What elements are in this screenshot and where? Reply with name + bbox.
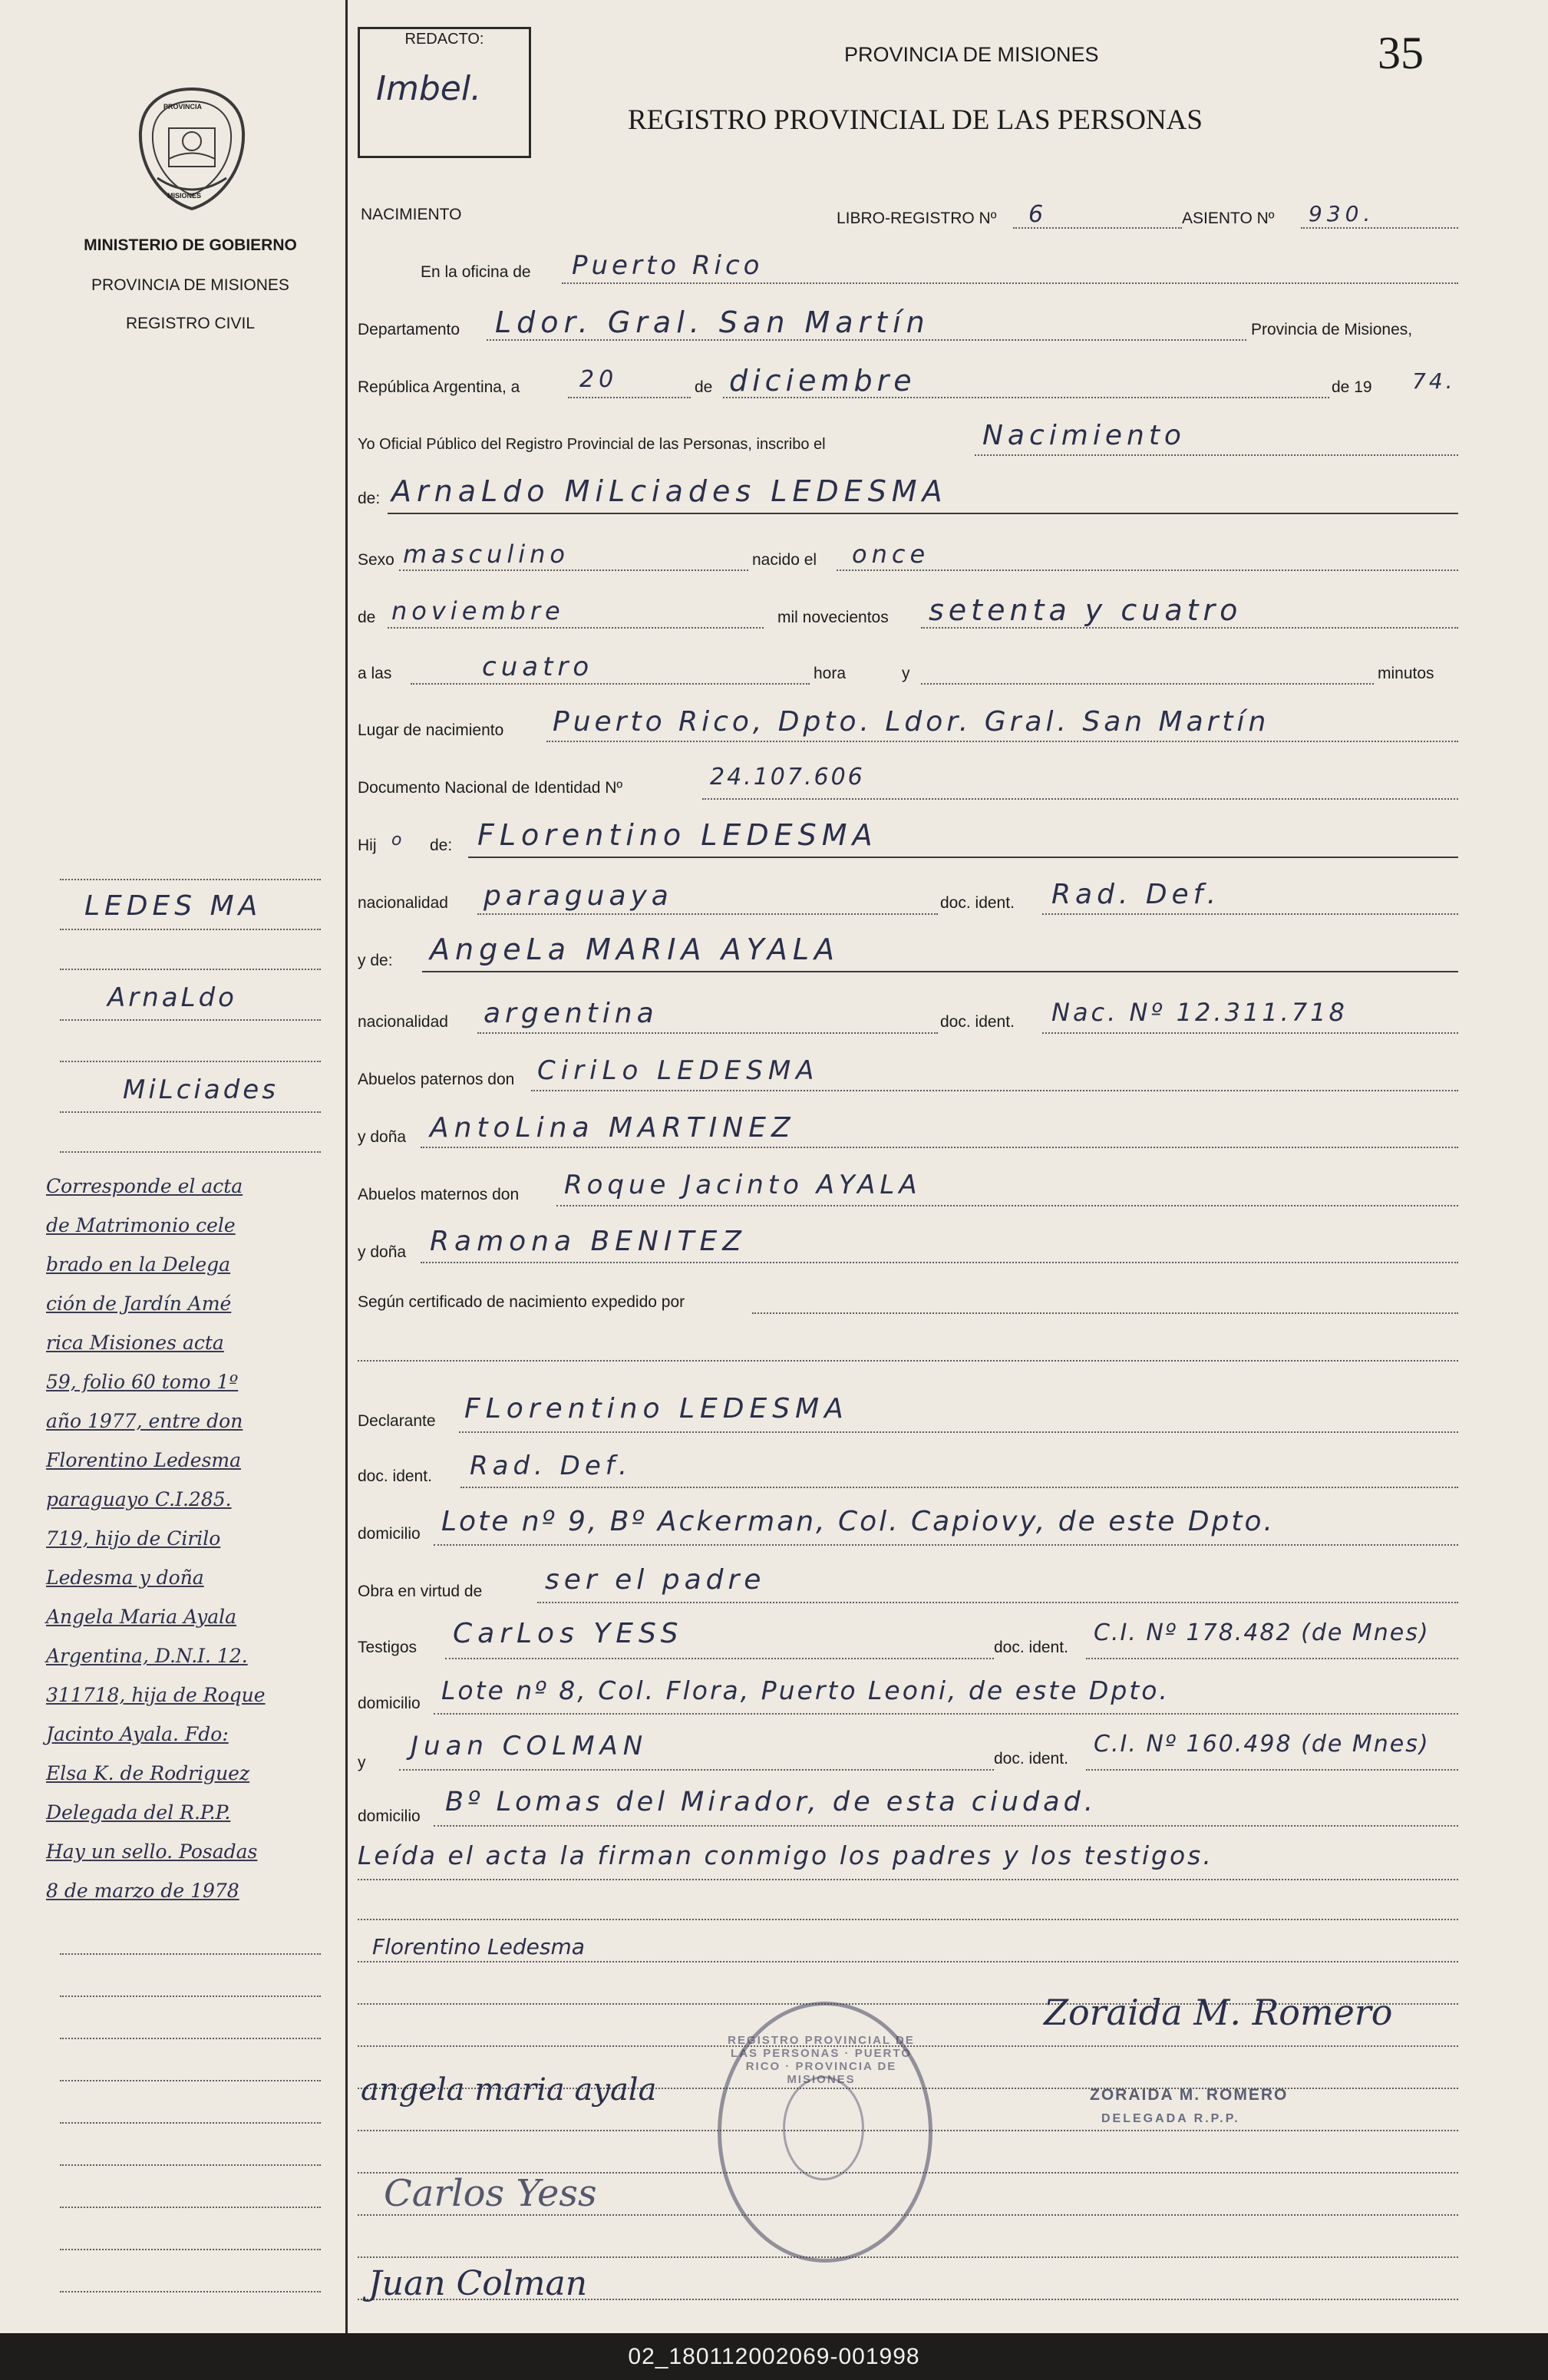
testigo2-y-label: y — [358, 1754, 366, 1771]
margin-line — [60, 1019, 321, 1021]
oficial-line — [975, 454, 1458, 456]
marriage-annotation — [46, 1167, 349, 1910]
mother-doc: Nac. Nº 12.311.718 — [1051, 998, 1348, 1027]
testigo1-dom-line — [434, 1713, 1458, 1715]
sexo-line — [399, 569, 748, 571]
declarante-value: FLorentino LEDESMA — [464, 1393, 849, 1424]
father-nationality: paraguaya — [484, 880, 673, 912]
abuelo-mat-value: Roque Jacinto AYALA — [564, 1170, 922, 1200]
oficial-text: Yo Oficial Público del Registro Provincial de las Personas, inscribo el — [358, 436, 826, 453]
lugar-line — [546, 741, 1458, 742]
margin-line — [60, 929, 321, 930]
document-id: 02_180112002069-001998 — [628, 2344, 920, 2369]
testigo2-name: Juan COLMAN — [411, 1731, 649, 1761]
province-label: PROVINCIA DE MISIONES — [91, 276, 289, 294]
testigo1-dom: Lote nº 8, Col. Flora, Puerto Leoni, de este Dpto. — [441, 1675, 1170, 1705]
act-type-label: NACIMIENTO — [361, 206, 462, 223]
certificado-label: Según certificado de nacimiento expedido por — [358, 1293, 685, 1311]
declarante-doc-line — [460, 1487, 1458, 1488]
minutes-line — [921, 683, 1374, 685]
mother-name: AngeLa MARIA AYALA — [430, 933, 840, 966]
mother-doc-line — [1042, 1032, 1458, 1034]
mil-label: mil novecientos — [777, 609, 889, 626]
mother-nat-line — [477, 1032, 938, 1034]
annotation-line: rica Misiones acta — [46, 1332, 224, 1354]
header-title: REGISTRO PROVINCIAL DE LAS PERSONAS — [628, 104, 1203, 136]
day-line — [568, 397, 691, 398]
father-doc-line — [1042, 913, 1458, 915]
father-doc: Rad. Def. — [1051, 879, 1221, 910]
testigo2-dom-line — [434, 1825, 1458, 1827]
abuela-mat-label: y doña — [358, 1243, 407, 1261]
name-label: de: — [358, 490, 381, 507]
margin-first-name: ArnaLdo — [107, 982, 237, 1013]
annotation-line: Florentino Ledesma — [46, 1449, 242, 1471]
annotation-line: Hay un sello. Posadas — [46, 1840, 258, 1863]
dni-line — [702, 798, 1458, 800]
testigo2-doc: C.I. Nº 160.498 (de Mnes) — [1094, 1731, 1430, 1758]
abuela-mat-line — [421, 1262, 1458, 1263]
margin-line — [60, 1061, 321, 1062]
testigo2-line — [399, 1769, 994, 1771]
testigo2-dom-label: domicilio — [358, 1807, 421, 1825]
margin-second-name: MiLciades — [123, 1074, 279, 1105]
mother-label: y de: — [358, 952, 393, 969]
nacido-label: nacido el — [752, 551, 817, 569]
de2-label: de — [358, 609, 376, 626]
margin-line — [60, 2207, 321, 2208]
father-doc-label: doc. ident. — [940, 894, 1015, 912]
provincia-suffix: Provincia de Misiones, — [1251, 321, 1413, 338]
mother-nat-label: nacionalidad — [358, 1013, 448, 1031]
abuelo-mat-line — [556, 1205, 1458, 1207]
annotation-line: Angela Maria Ayala — [46, 1606, 237, 1628]
father-nat-label: nacionalidad — [358, 894, 448, 912]
nacido-line — [837, 569, 1458, 571]
margin-line — [60, 1151, 321, 1153]
margin-line — [60, 2164, 321, 2166]
birth-month-value: noviembre — [391, 596, 565, 626]
coat-of-arms-bottom-text: MISIONES — [167, 192, 202, 200]
header-province: PROVINCIA DE MISIONES — [844, 43, 1099, 66]
margin-line — [60, 2291, 321, 2293]
testigo2-dom: Bº Lomas del Mirador, de esta ciudad. — [445, 1787, 1097, 1817]
margin-line — [60, 2122, 321, 2124]
annotation-line: Corresponde el acta — [46, 1175, 243, 1197]
blank-line — [358, 1961, 1458, 1962]
mother-doc-label: doc. ident. — [940, 1013, 1015, 1031]
margin-line — [60, 1111, 321, 1113]
hijo-de-label: de: — [430, 837, 453, 854]
annotation-line: de Matrimonio cele — [46, 1214, 236, 1236]
asiento-value: 930. — [1309, 201, 1375, 226]
official-stamp-role: DELEGADA R.P.P. — [1101, 2112, 1240, 2125]
obra-line — [537, 1602, 1458, 1603]
asiento-label: ASIENTO Nº — [1182, 210, 1275, 227]
hour-value: cuatro — [482, 652, 594, 682]
annotation-line: Jacinto Ayala. Fdo: — [46, 1723, 229, 1745]
dni-value: 24.107.606 — [710, 764, 865, 791]
abuela-pat-value: AntoLina MARTINEZ — [430, 1112, 796, 1144]
annotation-line: brado en la Delega — [46, 1253, 231, 1276]
de-label: de — [695, 378, 713, 396]
testigo1-dom-label: domicilio — [358, 1695, 421, 1712]
minutes-value: y — [902, 665, 910, 682]
margin-line — [60, 2038, 321, 2039]
abuelo-pat-label: Abuelos paternos don — [358, 1071, 515, 1088]
certificado-line-2 — [358, 1360, 1458, 1362]
obra-value: ser el padre — [545, 1564, 766, 1596]
abuela-pat-line — [421, 1147, 1458, 1148]
father-signature: Florentino Ledesma — [372, 1934, 585, 1959]
abuela-mat-value: Ramona BENITEZ — [430, 1226, 747, 1257]
annotation-line: año 1977, entre don — [46, 1410, 243, 1432]
nacido-value: once — [852, 540, 930, 569]
day-value: 20 — [579, 366, 619, 393]
declarante-line — [459, 1431, 1458, 1433]
annotation-line: 8 de marzo de 1978 — [46, 1880, 239, 1902]
witness1-signature: Carlos Yess — [384, 2172, 597, 2215]
oficina-value: Puerto Rico — [572, 250, 764, 281]
oficina-label: En la oficina de — [421, 263, 531, 281]
abuelo-mat-label: Abuelos maternos don — [358, 1186, 520, 1203]
margin-line — [60, 2080, 321, 2081]
blank-line — [358, 2256, 1458, 2258]
father-nat-line — [477, 913, 938, 915]
year-prefix: de 19 — [1332, 378, 1372, 396]
testigo1-doc: C.I. Nº 178.482 (de Mnes) — [1094, 1619, 1430, 1646]
asiento-line — [1301, 227, 1458, 229]
dni-label: Documento Nacional de Identidad Nº — [358, 779, 623, 797]
seal-emblem — [783, 2076, 864, 2180]
certificado-line — [752, 1312, 1458, 1314]
birth-month-line — [388, 627, 764, 629]
annotation-line: Elsa K. de Rodriguez — [46, 1762, 250, 1784]
departamento-line — [487, 339, 1246, 341]
testigo2-doc-label: doc. ident. — [994, 1750, 1068, 1768]
mother-signature: angela maria ayala — [361, 2072, 657, 2108]
mother-nationality: argentina — [484, 998, 658, 1029]
official-signature: Zoraida M. Romero — [1044, 1992, 1393, 2033]
departamento-value: Ldor. Gral. San Martín — [495, 305, 930, 339]
sexo-value: masculino — [403, 540, 569, 569]
annotation-line: Ledesma y doña — [46, 1566, 204, 1589]
testigos-label: Testigos — [358, 1639, 418, 1656]
registry-label: REGISTRO CIVIL — [125, 315, 256, 332]
registrant-name: ArnaLdo MiLciades LEDESMA — [391, 474, 948, 508]
ministry-label: MINISTERIO DE GOBIERNO — [84, 236, 297, 254]
testigo2-doc-line — [1086, 1769, 1458, 1771]
hour-line — [411, 683, 810, 685]
coat-of-arms-top-text: PROVINCIA — [163, 103, 203, 111]
annotation-line: ción de Jardín Amé — [46, 1292, 232, 1315]
margin-line — [60, 879, 321, 880]
annotation-line: 719, hijo de Cirilo — [46, 1527, 221, 1550]
father-line — [468, 857, 1458, 858]
annotation-line: 311718, hija de Roque — [46, 1684, 266, 1706]
domicilio-label: domicilio — [358, 1525, 421, 1543]
redacto-label: REDACTO: — [404, 31, 484, 48]
republica-label: República Argentina, a — [358, 378, 520, 396]
obra-label: Obra en virtud de — [358, 1583, 483, 1600]
annotation-line: Delegada del R.P.P. — [46, 1801, 231, 1824]
testigo1-doc-label: doc. ident. — [994, 1639, 1068, 1656]
libro-value: 6 — [1028, 201, 1048, 228]
a-las-label: a las — [358, 665, 392, 682]
birth-year-line — [921, 627, 1458, 629]
declarante-label: Declarante — [358, 1412, 436, 1430]
blank-line — [358, 1919, 1458, 1920]
margin-line — [60, 2249, 321, 2250]
mother-line — [422, 971, 1458, 972]
hora-label: hora — [814, 665, 847, 682]
domicilio-line — [434, 1544, 1458, 1546]
official-stamp-name: ZORAIDA M. ROMERO — [1090, 2086, 1289, 2104]
abuela-pat-label: y doña — [358, 1128, 407, 1146]
declarante-doc-label: doc. ident. — [358, 1467, 432, 1485]
testigo1-name: CarLos YESS — [453, 1618, 684, 1649]
annotation-line: Argentina, D.N.I. 12. — [46, 1645, 248, 1667]
birth-year-value: setenta y cuatro — [929, 593, 1243, 627]
hijo-suffix: o — [391, 830, 402, 850]
witness2-signature: Juan Colman — [368, 2264, 588, 2303]
sexo-label: Sexo — [358, 551, 394, 569]
annotation-line: paraguayo C.I.285. — [46, 1488, 232, 1510]
testigo1-line — [445, 1658, 994, 1659]
libro-label: LIBRO-REGISTRO Nº — [837, 210, 997, 227]
lugar-label: Lugar de nacimiento — [358, 721, 504, 739]
domicilio-value: Lote nº 9, Bº Ackerman, Col. Capiovy, de este Dpto. — [441, 1506, 1275, 1537]
month-line — [723, 397, 1329, 398]
oficina-line — [562, 282, 1458, 284]
hijo-label: Hij — [358, 837, 377, 854]
oficial-value: Nacimiento — [982, 420, 1186, 451]
name-line — [388, 513, 1458, 514]
month-value: diciembre — [729, 364, 916, 398]
closing-text: Leída el acta la firman conmigo los padres y los testigos. — [358, 1840, 1213, 1870]
margin-line — [60, 969, 321, 970]
margin-line — [60, 1953, 321, 1955]
seal-text: REGISTRO PROVINCIAL DE LAS PERSONAS · PUERTO RICO · PROVINCIA DE MISIONES — [728, 2034, 915, 2086]
abuelo-pat-value: CiriLo LEDESMA — [537, 1055, 820, 1086]
lugar-value: Puerto Rico, Dpto. Ldor. Gral. San Martín — [553, 706, 1270, 738]
departamento-label: Departamento — [358, 321, 460, 338]
declarante-doc: Rad. Def. — [470, 1451, 632, 1481]
margin-line — [60, 1995, 321, 1997]
margin-surname: LEDES MA — [84, 890, 262, 922]
redacto-signature: Imbel. — [376, 69, 482, 108]
libro-line — [1013, 227, 1182, 229]
minutos-label: minutos — [1378, 665, 1434, 682]
abuelo-pat-line — [531, 1090, 1458, 1091]
page-number: 35 — [1378, 28, 1424, 78]
closing-line — [358, 1879, 1458, 1880]
father-name: FLorentino LEDESMA — [477, 818, 878, 852]
year-value: 74. — [1412, 368, 1456, 394]
annotation-line: 59, folio 60 tomo 1º — [46, 1371, 239, 1393]
testigo1-doc-line — [1086, 1658, 1458, 1659]
